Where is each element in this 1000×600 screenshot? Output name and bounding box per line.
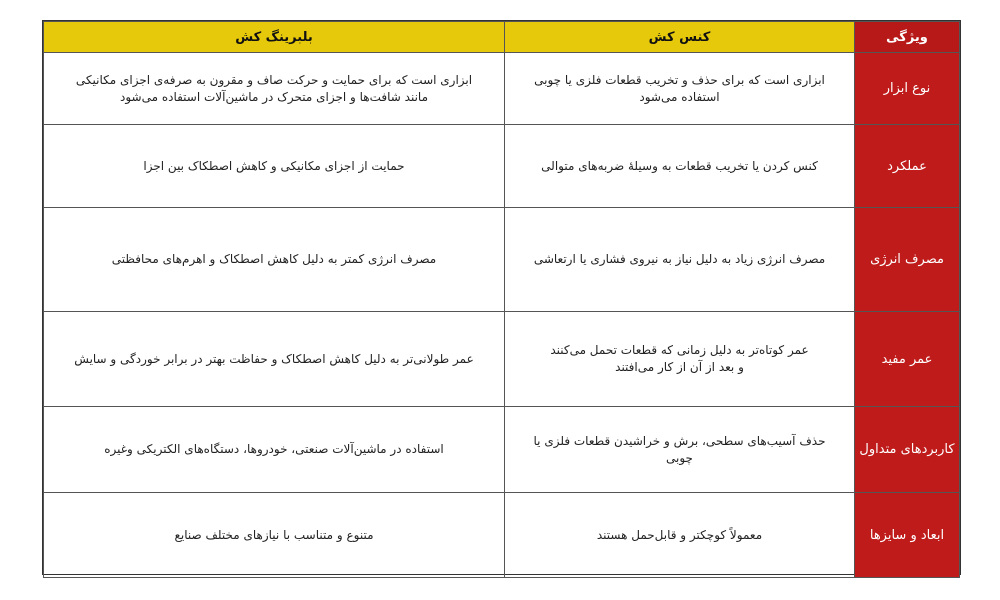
cell-text: ابزاری است که برای حمایت و حرکت صاف و مقرون به صرفه‌ی اجزای مکانیکی مانند شافت‌ها و اجزای متحرک در ماشین‌آلات استفاده می‌شود [75,72,473,104]
table-row [44,208,960,312]
row-cell-col-b [44,493,505,578]
comparison-table [43,21,960,578]
row-cell-col-b [44,53,505,125]
row-cell-col-a [505,208,855,312]
row-cell-col-a [505,125,855,208]
cell-text: عمر کوتاه‌تر به دلیل زمانی که قطعات تحمل می‌کنند و بعد از آن از کار می‌افتند [550,343,809,374]
row-cell-col-a [505,53,855,125]
cell-text: متنوع و متناسب با نیازهای مختلف صنایع [174,527,374,542]
table-row [44,407,960,493]
cell-text: حمایت از اجزای مکانیکی و کاهش اصطکاک بین اجزا [143,158,405,173]
row-cell-col-a [505,407,855,493]
header-feature: ویژگی [855,22,960,53]
cell-text: کنس کردن یا تخریب قطعات به وسیلهٔ ضربه‌های متوالی [541,158,818,173]
row-cell-col-a [505,493,855,578]
row-cell-col-b [44,208,505,312]
row-feature-label: ابعاد و سایزها [855,493,960,578]
cell-text: ابزاری است که برای حذف و تخریب قطعات فلزی یا چوبی استفاده می‌شود [534,72,825,104]
row-cell-col-a [505,312,855,407]
comparison-table-container [42,20,961,575]
row-feature-label: مصرف انرژی [855,208,960,312]
row-feature-label: کاربردهای متداول [855,407,960,493]
header-col-a: کنس کش [505,22,855,53]
row-cell-col-b [44,312,505,407]
table-row [44,312,960,407]
cell-text: استفاده در ماشین‌آلات صنعتی، خودروها، دستگاه‌های الکتریکی وغیره [104,442,444,456]
row-feature-label: عمر مفید [855,312,960,407]
table-header-row [44,22,960,53]
table-row [44,493,960,578]
row-cell-col-b [44,407,505,493]
row-feature-label: نوع ابزار [855,53,960,125]
cell-text: عمر طولانی‌تر به دلیل کاهش اصطکاک و حفاظت بهتر در برابر خوردگی و سایش [74,351,474,366]
cell-text: مصرف انرژی کمتر به دلیل کاهش اصطکاک و اهرم‌های محافظتی [111,252,437,266]
header-col-b: بلبرینگ کش [44,22,505,53]
cell-text: حذف آسیب‌های سطحی، برش و خراشیدن قطعات فلزی یا چوبی [533,433,826,465]
row-cell-col-b [44,125,505,208]
table-row [44,125,960,208]
cell-text: معمولاً کوچکتر و قابل‌حمل هستند [596,527,763,542]
table-row [44,53,960,125]
cell-text: مصرف انرژی زیاد به دلیل نیاز به نیروی فشاری یا ارتعاشی [533,252,826,266]
row-feature-label: عملکرد [855,125,960,208]
